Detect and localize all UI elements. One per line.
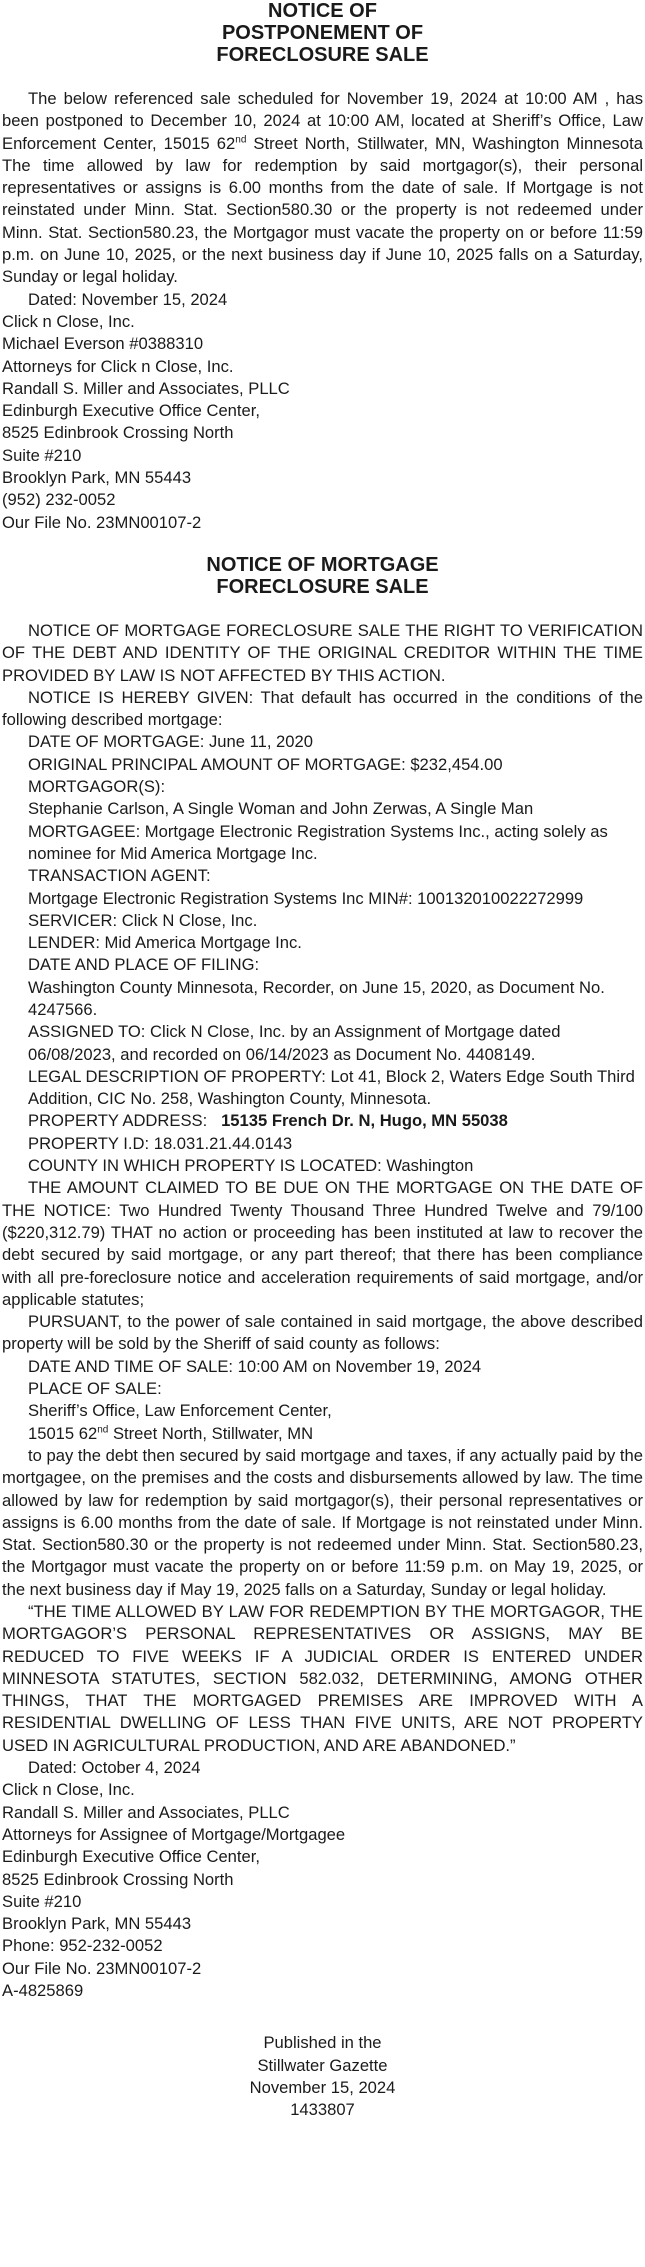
- signature-line: Our File No. 23MN00107-2: [2, 1958, 202, 1978]
- amount-claimed: THE AMOUNT CLAIMED TO BE DUE ON THE MORTGAGE ON THE DATE OF THE NOTICE: Two Hundred Twenty Thousand Three Hundred Twelve and 79/100 ($220,312.79) THAT no action or proceeding has been instituted at law to recover the debt secured by said mortgage, or any part thereof; that there has been compliance with all pre-foreclosure notice and acceleration requirements of said mortgage, and/or applicable statutes;: [2, 1178, 643, 1309]
- signature-line: Suite #210: [2, 1891, 82, 1911]
- signature-line: Click n Close, Inc.: [2, 311, 135, 331]
- legal-description: LEGAL DESCRIPTION OF PROPERTY: Lot 41, Block 2, Waters Edge South Third Addition, CIC No. 258, Washington County, Minnesota.: [28, 1066, 635, 1109]
- signature-line: Attorneys for Assignee of Mortgage/Mortgagee: [2, 1824, 346, 1844]
- notice1-title: [2, 0, 643, 66]
- principal-amount: ORIGINAL PRINCIPAL AMOUNT OF MORTGAGE: $232,454.00: [28, 754, 503, 774]
- signature-line: Phone: 952-232-0052: [2, 1936, 163, 1956]
- notice1-title-line: POSTPONEMENT OF: [221, 22, 424, 44]
- signature-line: Edinburgh Executive Office Center,: [2, 401, 260, 421]
- signature-line: Michael Everson #0388310: [2, 334, 204, 354]
- transaction-agent-label: TRANSACTION AGENT:: [28, 866, 211, 886]
- sale-time: DATE AND TIME OF SALE: 10:00 AM on November 19, 2024: [28, 1356, 482, 1376]
- pay-debt: to pay the debt then secured by said mortgage and taxes, if any actually paid by the mortgagee, on the premises and the costs and disbursements allowed by law. The time allowed by law for redemption by said mortgagor(s), their personal representatives or assigns is 6.00 months from the date of sale. If Mortgage is not reinstated under Minn. Stat. Section580.30 or the property is not redeemed under Minn. Stat. Section580.23, the Mortgagor must vacate the property on or before 11:59 p.m. on May 19, 2025, or the next business day if May 19, 2025 falls on a Saturday, Sunday or legal holiday.: [2, 1445, 643, 1599]
- signature-line: Randall S. Miller and Associates, PLLC: [2, 1802, 290, 1822]
- mortgagee: MORTGAGEE: Mortgage Electronic Registration Systems Inc., acting solely as nominee for Mid America Mortgage Inc.: [28, 821, 608, 863]
- sale-details: [2, 1356, 643, 1445]
- assigned-to: ASSIGNED TO: Click N Close, Inc. by an Assignment of Mortgage dated 06/08/2023, and recorded on 06/14/2023 as Document No. 4408149.: [28, 1022, 561, 1064]
- filing: Washington County Minnesota, Recorder, on June 15, 2020, as Document No. 4247566.: [28, 977, 605, 1019]
- notice2-given: NOTICE IS HEREBY GIVEN: That default has occurred in the conditions of the following described mortgage:: [2, 687, 643, 730]
- notice1-dated: Dated: November 15, 2024: [28, 289, 228, 309]
- notice1-title-line: NOTICE OF: [268, 0, 377, 22]
- signature-line: A-4825869: [2, 1981, 84, 2001]
- notice1-title-line: FORECLOSURE SALE: [216, 44, 429, 66]
- transaction-agent: Mortgage Electronic Registration Systems Inc MIN#: 100132010022272999: [28, 888, 584, 908]
- filing-label: DATE AND PLACE OF FILING:: [28, 955, 260, 975]
- servicer: SERVICER: Click N Close, Inc.: [28, 910, 258, 930]
- notice2-dated: Dated: October 4, 2024: [28, 1758, 201, 1778]
- publication-footer: [2, 2032, 643, 2121]
- notice2-signature: [2, 1779, 643, 2002]
- notice2-title-line: FORECLOSURE SALE: [216, 575, 429, 598]
- notice1-signature: [2, 311, 643, 534]
- footer-line: Published in the: [263, 2033, 382, 2053]
- notice2-title: [2, 554, 643, 598]
- signature-line: Randall S. Miller and Associates, PLLC: [2, 378, 290, 398]
- property-address: PROPERTY ADDRESS: 15135 French Dr. N, Hugo, MN 55038: [28, 1111, 508, 1131]
- pursuant: PURSUANT, to the power of sale contained in said mortgage, the above described property will be sold by the Sheriff of said county as follows:: [2, 1312, 643, 1354]
- mortgagors-label: MORTGAGOR(S):: [28, 777, 166, 797]
- signature-line: 8525 Edinbrook Crossing North: [2, 423, 234, 443]
- date-of-mortgage: DATE OF MORTGAGE: June 11, 2020: [28, 732, 313, 752]
- place-line: 15015 62nd Street North, Stillwater, MN: [28, 1423, 314, 1443]
- signature-line: Edinburgh Executive Office Center,: [2, 1847, 260, 1867]
- place-line: Sheriff’s Office, Law Enforcement Center,: [28, 1401, 332, 1421]
- signature-line: Brooklyn Park, MN 55443: [2, 1914, 192, 1934]
- property-id: PROPERTY I.D: 18.031.21.44.0143: [28, 1133, 293, 1153]
- footer-line: Stillwater Gazette: [257, 2055, 388, 2075]
- footer-line: 1433807: [290, 2100, 355, 2120]
- redemption-notice: “THE TIME ALLOWED BY LAW FOR REDEMPTION BY THE MORTGAGOR, THE MORTGAGOR’S PERSONAL REPRESENTATIVES OR ASSIGNS, MAY BE REDUCED TO FIVE WEEKS IF A JUDICIAL ORDER IS ENTERED UNDER MINNESOTA STATUTES, SECTION 582.032, DETERMINING, AMONG OTHER THINGS, THAT THE MORTGAGED PREMISES ARE IMPROVED WITH A RESIDENTIAL DWELLING OF LESS THAN FIVE UNITS, ARE NOT PROPERTY USED IN AGRICULTURAL PRODUCTION, AND ARE ABANDONED.”: [2, 1602, 643, 1755]
- notice2-title-line: NOTICE OF MORTGAGE: [206, 553, 439, 576]
- lender: LENDER: Mid America Mortgage Inc.: [28, 933, 302, 953]
- signature-line: 8525 Edinbrook Crossing North: [2, 1869, 234, 1889]
- signature-line: Attorneys for Click n Close, Inc.: [2, 356, 234, 376]
- notice1-body: The below referenced sale scheduled for November 19, 2024 at 10:00 AM , has been postponed to December 10, 2024 at 10:00 AM, located at Sheriff’s Office, Law Enforcement Center, 15015 62nd Street North, Stillwater, MN, Washington Minnesota The time allowed by law for redemption by said mortgagor(s), their personal representatives or assigns is 6.00 months from the date of sale. If Mortgage is not reinstated under Minn. Stat. Section580.30 or the property is not redeemed under Minn. Stat. Section580.23, the Mortgagor must vacate the property on or before 11:59 p.m. on June 10, 2025, or the next business day if June 10, 2025 falls on a Saturday, Sunday or legal holiday.: [2, 89, 643, 287]
- signature-line: Click n Close, Inc.: [2, 1780, 135, 1800]
- county: COUNTY IN WHICH PROPERTY IS LOCATED: Washington: [28, 1156, 474, 1176]
- signature-line: Suite #210: [2, 445, 82, 465]
- signature-line: Brooklyn Park, MN 55443: [2, 468, 192, 488]
- footer-line: November 15, 2024: [249, 2077, 396, 2097]
- signature-line: (952) 232-0052: [2, 490, 116, 510]
- signature-line: Our File No. 23MN00107-2: [2, 512, 202, 532]
- mortgagors: Stephanie Carlson, A Single Woman and John Zerwas, A Single Man: [28, 799, 534, 819]
- place-label: PLACE OF SALE:: [28, 1379, 162, 1399]
- notice2-mortgage-details: [2, 731, 643, 1177]
- notice2-intro: NOTICE OF MORTGAGE FORECLOSURE SALE THE RIGHT TO VERIFICATION OF THE DEBT AND IDENTITY OF THE ORIGINAL CREDITOR WITHIN THE TIME PROVIDED BY LAW IS NOT AFFECTED BY THIS ACTION.: [2, 620, 643, 685]
